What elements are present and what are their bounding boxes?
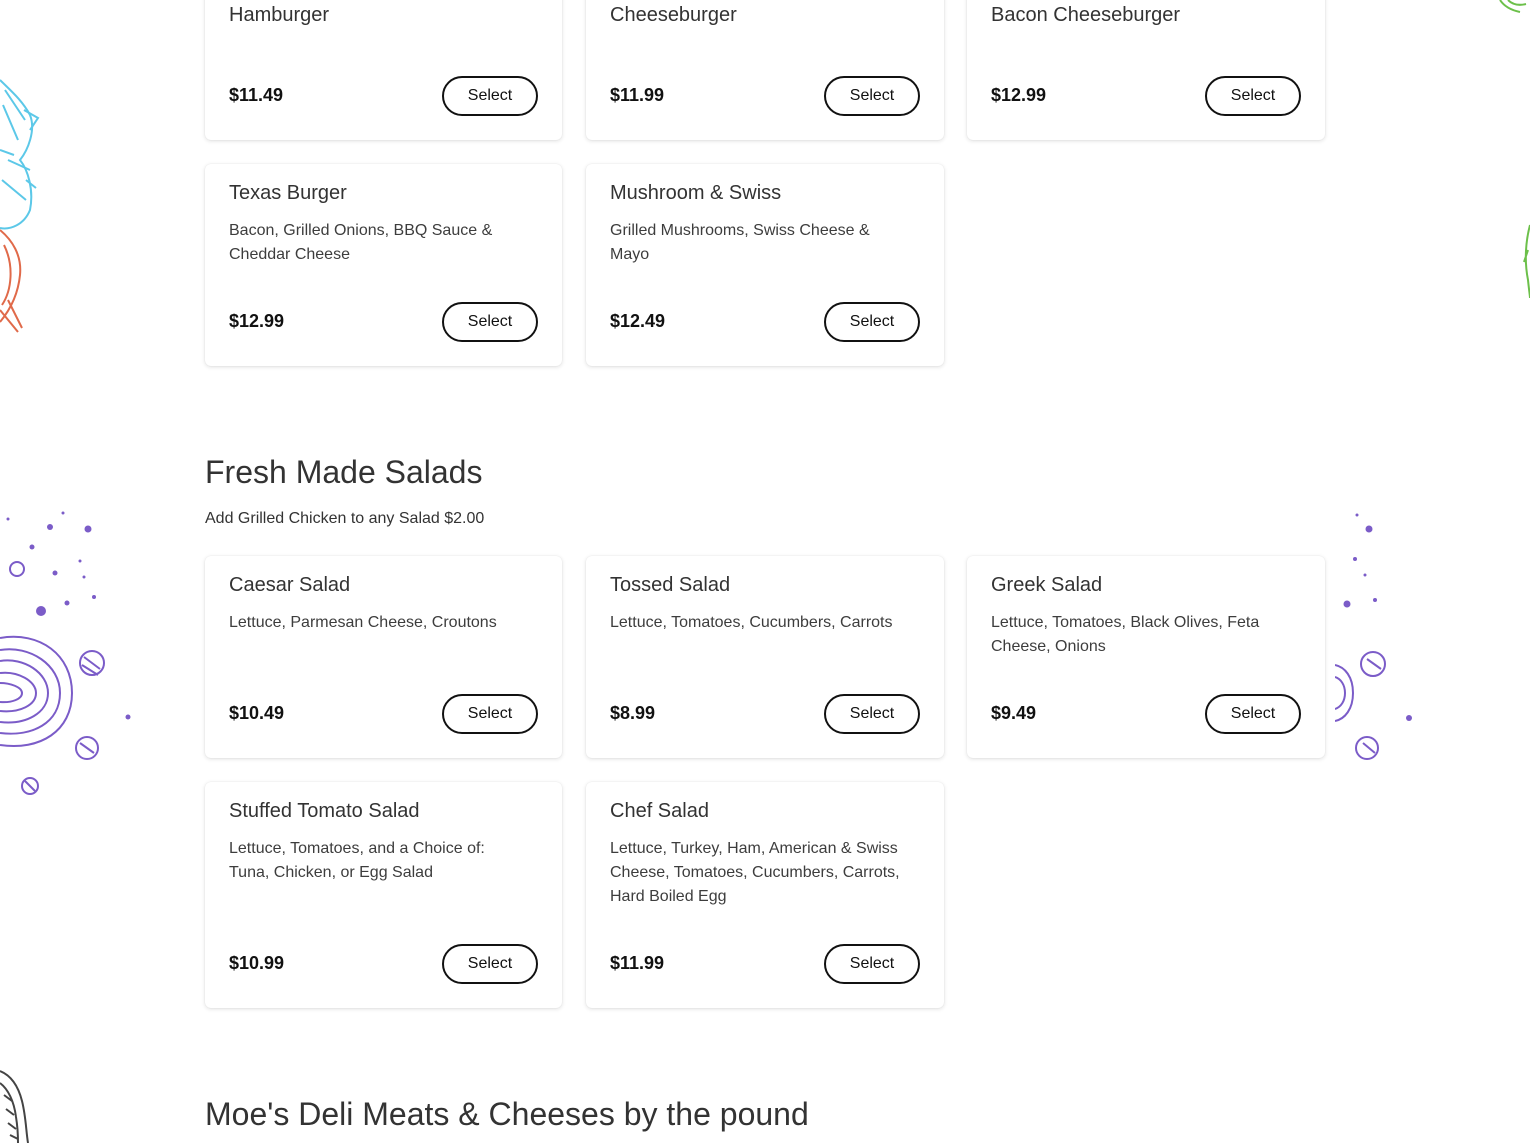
menu-item-description: Lettuce, Tomatoes, Black Olives, Feta Cheese, Onions [991, 614, 1260, 655]
menu-item-card-bacon-cheeseburger [967, 0, 1325, 140]
section-title-deli: Moe's Deli Meats & Cheeses by the pound [205, 1096, 809, 1132]
menu-item-card-chef-salad [586, 782, 944, 1008]
leaf-illustration [1490, 0, 1530, 300]
onion-illustration-left [0, 505, 135, 805]
menu-item-description: Lettuce, Tomatoes, Cucumbers, Carrots [610, 614, 893, 631]
menu-item-card-stuffed-tomato-salad [205, 782, 562, 1008]
menu-item-price: $9.49 [991, 703, 1037, 723]
select-button[interactable]: Select [442, 944, 538, 984]
menu-item-description: Bacon, Grilled Onions, BBQ Sauce & Cheddar Cheese [229, 222, 493, 263]
select-button[interactable]: Select [824, 302, 920, 342]
menu-item-description: Lettuce, Parmesan Cheese, Croutons [229, 614, 497, 631]
menu-item-card-caesar-salad [205, 556, 562, 758]
menu-item-card-mushroom-swiss [586, 164, 944, 366]
menu-item-card-texas-burger [205, 164, 562, 366]
section-title-salads: Fresh Made Salads [205, 454, 483, 490]
menu-item-card-tossed-salad [586, 556, 944, 758]
onion-illustration-right [1335, 505, 1415, 770]
menu-item-price: $11.99 [610, 85, 665, 105]
menu-item-price: $10.99 [229, 953, 285, 973]
select-button[interactable]: Select [824, 944, 920, 984]
menu-item-name: Greek Salad [991, 574, 1103, 596]
select-button[interactable]: Select [1205, 694, 1301, 734]
menu-item-name: Tossed Salad [610, 574, 731, 596]
menu-item-price: $12.49 [610, 311, 666, 331]
menu-item-name: Bacon Cheeseburger [991, 4, 1181, 26]
select-button[interactable]: Select [442, 302, 538, 342]
menu-item-name: Mushroom & Swiss [610, 182, 782, 204]
menu-item-card-hamburger [205, 0, 562, 140]
menu-item-description: Lettuce, Tomatoes, and a Choice of: Tuna, Chicken, or Egg Salad [229, 840, 485, 881]
menu-item-price: $12.99 [991, 85, 1047, 105]
menu-item-name: Hamburger [229, 4, 330, 26]
select-button[interactable]: Select [824, 694, 920, 734]
menu-item-price: $12.99 [229, 311, 285, 331]
section-note-salads: Add Grilled Chicken to any Salad $2.00 [205, 510, 485, 527]
menu-item-price: $11.49 [229, 85, 284, 105]
menu-item-price: $11.99 [610, 953, 665, 973]
menu-item-name: Stuffed Tomato Salad [229, 800, 420, 822]
select-button[interactable]: Select [442, 76, 538, 116]
menu-item-description: Lettuce, Turkey, Ham, American & Swiss Cheese, Tomatoes, Cucumbers, Carrots, Hard Boiled Egg [610, 840, 900, 905]
fish-illustration [0, 60, 45, 340]
menu-item-card-cheeseburger [586, 0, 944, 140]
menu-item-card-greek-salad [967, 556, 1325, 758]
menu-item-description: Grilled Mushrooms, Swiss Cheese & Mayo [610, 222, 870, 263]
menu-item-name: Texas Burger [229, 182, 347, 204]
menu-item-name: Caesar Salad [229, 574, 351, 596]
select-button[interactable]: Select [824, 76, 920, 116]
menu-item-price: $8.99 [610, 703, 656, 723]
menu-item-name: Chef Salad [610, 800, 709, 822]
menu-item-name: Cheeseburger [610, 4, 737, 26]
menu-item-price: $10.49 [229, 703, 285, 723]
select-button[interactable]: Select [1205, 76, 1301, 116]
select-button[interactable]: Select [442, 694, 538, 734]
pepper-illustration [0, 1065, 40, 1143]
